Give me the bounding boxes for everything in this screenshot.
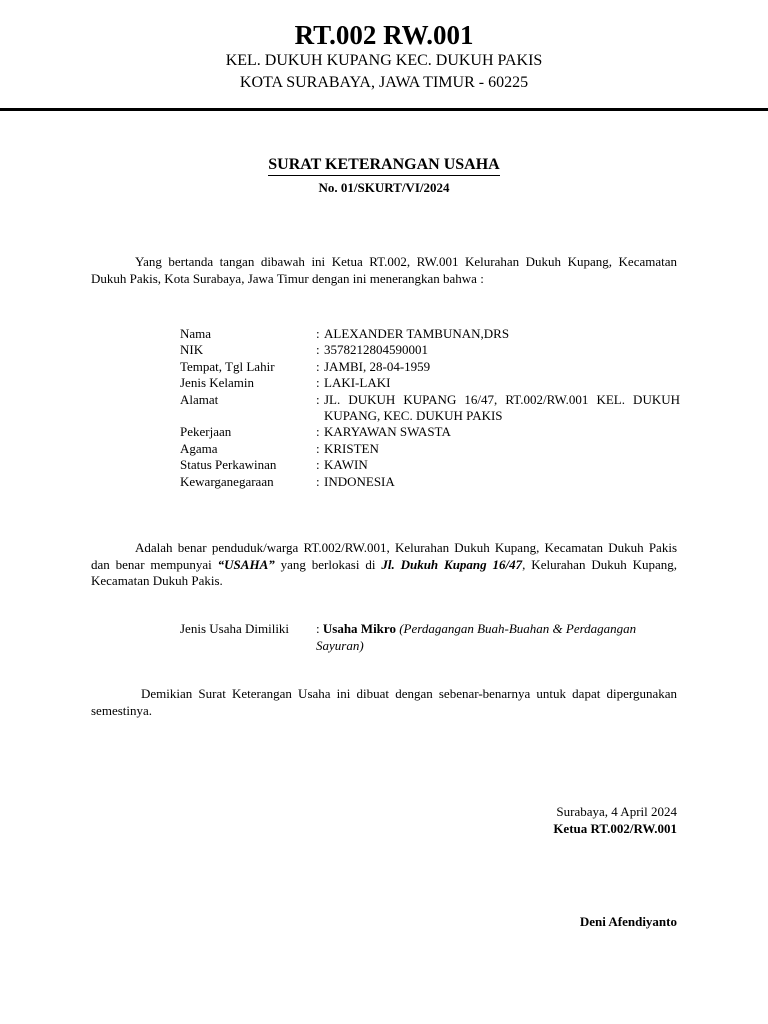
identity-row: Pekerjaan : KARYAWAN SWASTA [180, 424, 680, 440]
identity-label: Kewarganegaraan [180, 473, 274, 489]
statement-text-1: Adalah benar penduduk/warga RT.002/RW.001, Kelurahan Dukuh Kupang, Kecamatan Dukuh Pakis dan benar mempunyai [91, 540, 677, 572]
identity-row: Nama : ALEXANDER TAMBUNAN,DRS [180, 326, 680, 342]
business-type-label: Jenis Usaha Dimiliki [180, 621, 290, 636]
signature-position: Ketua RT.002/RW.001 [553, 821, 677, 836]
identity-value: JL. DUKUH KUPANG 16/47, RT.002/RW.001 KEL. DUKUH KUPANG, KEC. DUKUH PAKIS [324, 391, 680, 424]
intro-paragraph [91, 254, 677, 287]
identity-value: KAWIN [324, 457, 368, 473]
identity-label: Pekerjaan [180, 424, 232, 440]
identity-row: Kewarganegaraan : INDONESIA [180, 474, 680, 490]
business-type: Usaha Mikro [322, 621, 396, 636]
identity-value: KRISTEN [324, 440, 379, 456]
letterhead-title: RT.002 RW.001 [294, 20, 474, 50]
identity-row: Agama : KRISTEN [180, 441, 680, 457]
signature-place-date: Surabaya, 4 April 2024 [556, 804, 677, 819]
signature-block [553, 803, 677, 837]
document-number: No. 01/SKURT/VI/2024 [318, 180, 450, 195]
identity-row: Jenis Kelamin : LAKI-LAKI [180, 375, 680, 391]
letterhead [0, 20, 768, 94]
identity-label: Jenis Kelamin [180, 375, 255, 391]
identity-row: Tempat, Tgl Lahir : JAMBI, 28-04-1959 [180, 359, 680, 375]
statement-location: Jl. Dukuh Kupang 16/47 [381, 556, 523, 572]
statement-paragraph [91, 540, 677, 590]
business-colon: : [316, 621, 320, 636]
identity-label: Nama [180, 326, 212, 341]
identity-label: Tempat, Tgl Lahir [180, 358, 275, 374]
letterhead-divider [0, 108, 768, 111]
identity-value: KARYAWAN SWASTA [324, 424, 451, 440]
statement-usaha: “USAHA” [217, 556, 275, 572]
identity-value: INDONESIA [324, 473, 395, 489]
identity-label: NIK [180, 342, 204, 358]
intro-text: Yang bertanda tangan dibawah ini Ketua RT.002, RW.001 Kelurahan Dukuh Kupang, Kecamatan Dukuh Pakis, Kota Surabaya, Jawa Timur dengan ini menerangkan bahwa : [91, 254, 677, 286]
closing-paragraph [91, 686, 677, 719]
closing-text: Demikian Surat Keterangan Usaha ini dibuat dengan sebenar-benarnya untuk dapat dipergunakan semestinya. [91, 686, 677, 718]
identity-table [180, 326, 680, 490]
business-description: (Perdagangan Buah-Buahan & Perdagangan Sayuran) [316, 621, 637, 653]
signatory-name: Deni Afendiyanto [579, 914, 677, 929]
identity-value: LAKI-LAKI [324, 375, 391, 391]
business-type-value [316, 621, 680, 654]
business-type-row [180, 621, 680, 654]
identity-row: NIK : 3578212804590001 [180, 342, 680, 358]
letterhead-address-line-2: KOTA SURABAYA, JAWA TIMUR - 60225 [239, 74, 529, 91]
document-heading [0, 156, 768, 197]
identity-value: ALEXANDER TAMBUNAN,DRS [324, 326, 510, 341]
statement-text-3: , Kelurahan Dukuh Kupang, Kecamatan Dukuh Pakis. [91, 556, 678, 588]
letterhead-address-line-1: KEL. DUKUH KUPANG KEC. DUKUH PAKIS [225, 52, 543, 69]
identity-label: Alamat [180, 391, 219, 407]
statement-text-2: yang berlokasi di [274, 556, 382, 572]
identity-value: JAMBI, 28-04-1959 [324, 358, 431, 374]
identity-value: 3578212804590001 [324, 342, 428, 358]
identity-label: Status Perkawinan [180, 457, 277, 473]
document-title: SURAT KETERANGAN USAHA [268, 156, 499, 176]
identity-row: Alamat : JL. DUKUH KUPANG 16/47, RT.002/RW.001 KEL. DUKUH KUPANG, KEC. DUKUH PAKIS [180, 391, 680, 424]
identity-label: Agama [180, 440, 218, 456]
identity-row: Status Perkawinan : KAWIN [180, 457, 680, 473]
